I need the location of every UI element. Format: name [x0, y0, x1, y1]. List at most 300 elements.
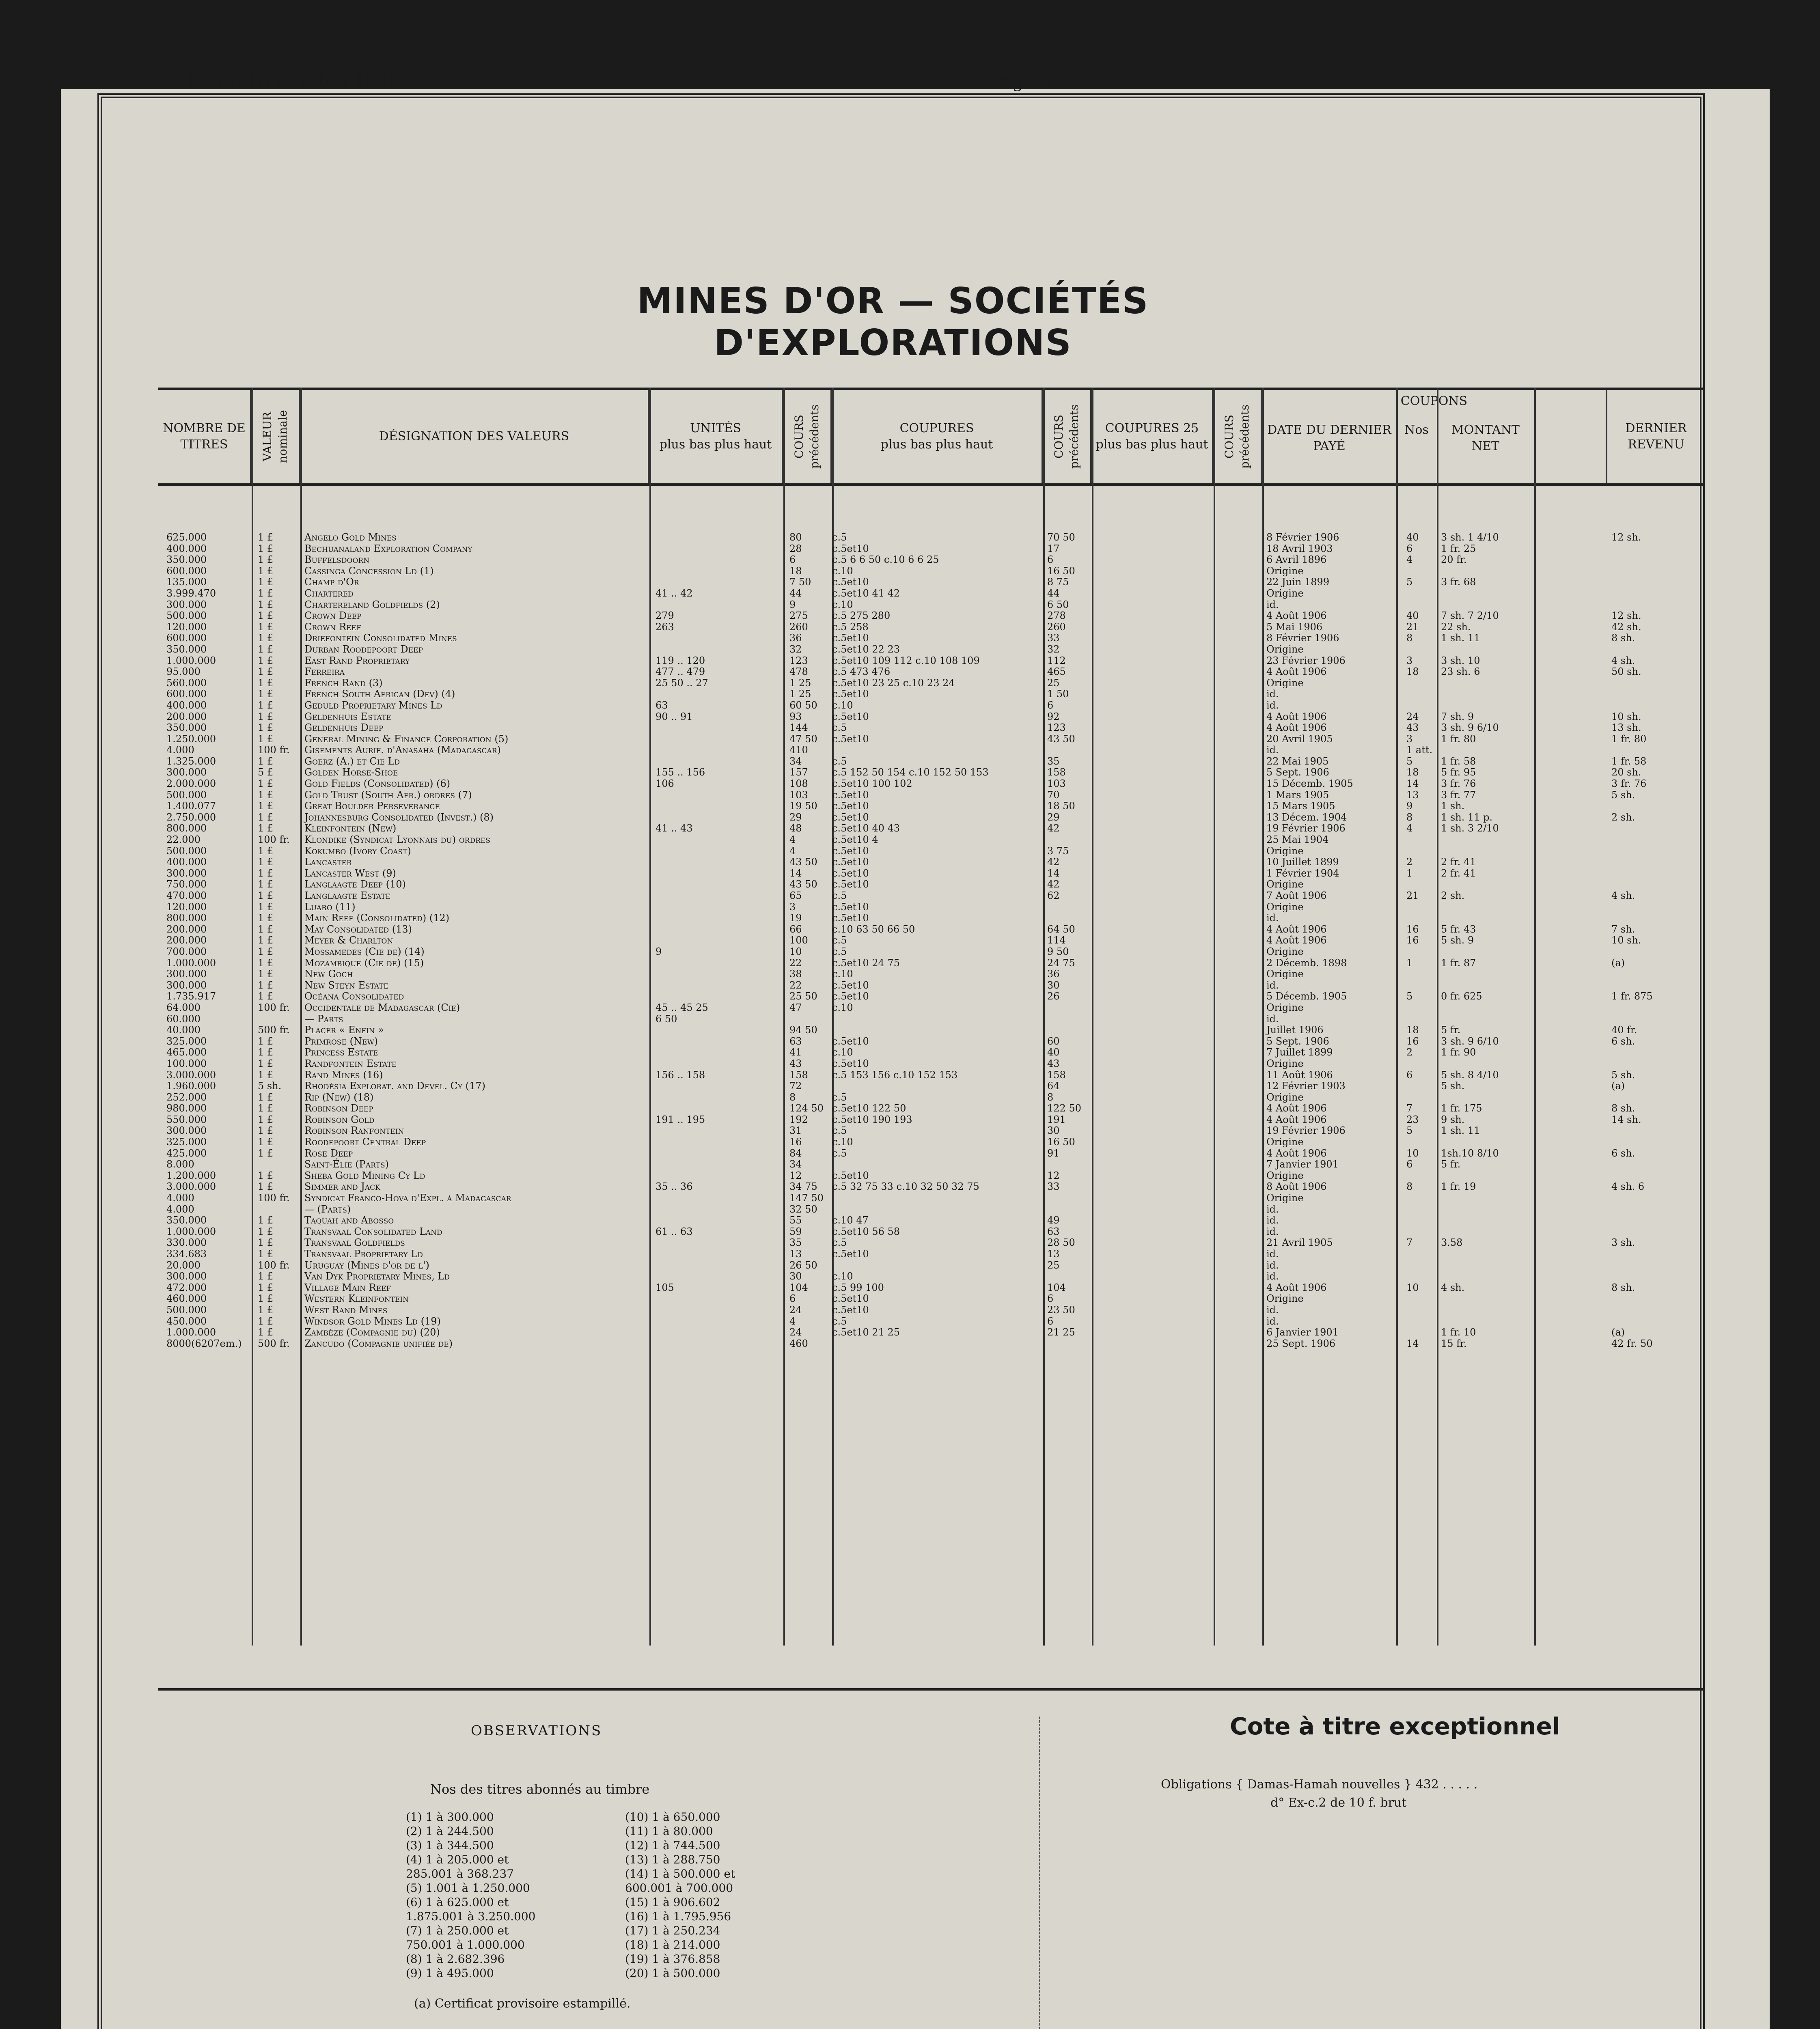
revenu-cell: 40 fr.: [1611, 1024, 1637, 1036]
coupures-cell: c.5et10: [832, 811, 869, 823]
date-cell: id.: [1266, 699, 1279, 711]
num-cell: 4: [1406, 554, 1413, 566]
coupures-cell: c.5et10: [832, 1248, 869, 1260]
coupures-cell: c.5et10 41 42: [832, 587, 900, 599]
cours-2-cell: 28 50: [1047, 1237, 1075, 1249]
cours-cell: 158: [789, 1069, 808, 1081]
num-cell: 18: [1406, 767, 1419, 778]
cours-2-cell: 36: [1047, 968, 1060, 980]
coupures-cell: c.5et10: [832, 688, 869, 700]
valeur-cell: 1 £: [258, 879, 274, 890]
nombre-cell: 3.000.000: [166, 1181, 216, 1193]
table-row: [158, 856, 1705, 868]
designation-cell: Goerz (A.) et Cie Ld: [304, 755, 400, 767]
revenu-cell: 13 sh.: [1611, 722, 1641, 734]
valeur-cell: 100 fr.: [258, 1002, 290, 1013]
cours-2-cell: 25: [1047, 677, 1060, 689]
montant-cell: 1 sh. 11: [1441, 632, 1480, 644]
revenu-cell: (a): [1611, 1080, 1625, 1092]
cours-cell: 18: [789, 565, 802, 577]
designation-cell: Luabo (11): [304, 901, 356, 913]
nombre-cell: 2.000.000: [166, 778, 216, 790]
table-row: [158, 688, 1705, 700]
cours-cell: 124 50: [789, 1103, 824, 1114]
date-cell: id.: [1266, 599, 1279, 610]
coupures-cell: c.10: [832, 1047, 853, 1058]
num-cell: 5: [1406, 755, 1413, 767]
table-row: [158, 588, 1705, 599]
date-cell: 25 Sept. 1906: [1266, 1338, 1336, 1349]
designation-cell: Transvaal Goldfields: [304, 1237, 405, 1249]
cours-2-cell: 6 50: [1047, 599, 1069, 610]
cours-cell: 30: [789, 1271, 802, 1282]
col-cours-3-label: COURS précédents: [1223, 404, 1251, 469]
valeur-cell: 1 £: [258, 711, 274, 722]
valeur-cell: 1 £: [258, 610, 274, 622]
date-cell: Origine: [1266, 879, 1304, 890]
valeur-cell: 1 £: [258, 1271, 274, 1282]
cours-2-cell: 1 50: [1047, 688, 1069, 700]
date-cell: 5 Sept. 1906: [1266, 1035, 1329, 1047]
valeur-cell: 1 £: [258, 923, 274, 935]
nombre-cell: 450.000: [166, 1315, 207, 1327]
cours-cell: 36: [789, 632, 802, 644]
cours-2-cell: 260: [1047, 621, 1066, 633]
valeur-cell: 1 £: [258, 1091, 274, 1103]
revenu-cell: 3 sh.: [1611, 1237, 1635, 1249]
nombre-cell: 625.000: [166, 532, 207, 543]
col-cours-3: [1214, 390, 1262, 483]
table-row: [158, 1024, 1705, 1036]
montant-cell: 3 sh. 1 4/10: [1441, 532, 1499, 543]
cours-cell: 100: [789, 935, 808, 946]
num-cell: 3: [1406, 655, 1413, 666]
designation-cell: Western Kleinfontein: [304, 1293, 409, 1305]
nombre-cell: 4.000: [166, 1192, 194, 1204]
col-coupures-label: COUPURES: [899, 421, 974, 435]
valeur-cell: 1 £: [258, 1181, 274, 1193]
valeur-cell: 1 £: [258, 1125, 274, 1137]
designation-cell: Meyer & Charlton: [304, 935, 393, 946]
nombre-cell: 300.000: [166, 968, 207, 980]
designation-cell: New Steyn Estate: [304, 979, 389, 991]
revenu-cell: 7 sh.: [1611, 923, 1635, 935]
cours-cell: 4: [789, 834, 796, 846]
cours-2-cell: 6: [1047, 1315, 1054, 1327]
date-cell: 19 Février 1906: [1266, 1125, 1346, 1137]
num-cell: 6: [1406, 1069, 1413, 1081]
designation-cell: Roodepoort Central Deep: [304, 1136, 426, 1148]
table-row: [158, 789, 1705, 801]
table-row: [158, 644, 1705, 655]
num-cell: 21: [1406, 890, 1419, 901]
date-cell: Origine: [1266, 677, 1304, 689]
nombre-cell: 500.000: [166, 789, 207, 801]
table-row: [158, 901, 1705, 913]
designation-cell: Princess Estate: [304, 1047, 378, 1058]
unites-cell: 9: [656, 946, 662, 957]
valeur-cell: 1 £: [258, 957, 274, 969]
cours-cell: 147 50: [789, 1192, 824, 1204]
designation-cell: Uruguay (Mines d'or de l'): [304, 1259, 429, 1271]
valeur-cell: 1 £: [258, 1103, 274, 1114]
col-designation: DÉSIGNATION DES VALEURS: [300, 390, 649, 483]
cote-title: Cote à titre exceptionnel: [1230, 1712, 1560, 1740]
valeur-cell: 1 £: [258, 688, 274, 700]
montant-cell: 20 fr.: [1441, 554, 1467, 566]
date-cell: 22 Juin 1899: [1266, 576, 1330, 588]
table-body: [158, 532, 1705, 1349]
nombre-cell: 600.000: [166, 565, 207, 577]
table-row: [158, 935, 1705, 946]
cours-cell: 41: [789, 1047, 802, 1058]
table-row: [158, 655, 1705, 666]
designation-cell: Syndicat Franco-Hova d'Expl. à Madagascar: [304, 1192, 511, 1204]
nombre-cell: 8.000: [166, 1159, 194, 1170]
montant-cell: 5 fr. 43: [1441, 923, 1476, 935]
cours-cell: 59: [789, 1226, 802, 1237]
nombre-cell: 425.000: [166, 1147, 207, 1159]
valeur-cell: 100 fr.: [258, 834, 290, 846]
table-row: [158, 1136, 1705, 1148]
valeur-cell: 1 £: [258, 1293, 274, 1305]
table-row: [158, 1226, 1705, 1237]
col-dernier: DERNIER REVENU: [1625, 421, 1687, 452]
nombre-cell: 500.000: [166, 1304, 207, 1316]
coupures-cell: c.5et10: [832, 789, 869, 801]
designation-cell: Robinson Gold: [304, 1114, 375, 1125]
nombre-cell: 980.000: [166, 1103, 207, 1114]
table-row: [158, 666, 1705, 677]
coupures-cell: c.5et10 100 102: [832, 778, 912, 790]
coupures-cell: c.5et10: [832, 1035, 869, 1047]
num-cell: 24: [1406, 711, 1419, 722]
nombre-cell: 350.000: [166, 554, 207, 566]
revenu-cell: 1 fr. 875: [1611, 991, 1653, 1002]
table-row: [158, 565, 1705, 577]
designation-cell: Cassinga Concession Ld (1): [304, 565, 434, 577]
revenu-cell: 10 sh.: [1611, 935, 1641, 946]
table-row: [158, 1248, 1705, 1260]
num-cell: 1: [1406, 867, 1413, 879]
nombre-cell: 460.000: [166, 1293, 207, 1305]
coupures-cell: c.5 99 100: [832, 1282, 884, 1293]
montant-cell: 15 fr.: [1441, 1338, 1467, 1349]
montant-cell: 1 sh. 3 2/10: [1441, 823, 1499, 834]
valeur-cell: 1 £: [258, 979, 274, 991]
montant-cell: 5 fr.: [1441, 1024, 1461, 1036]
designation-cell: Mozambique (Cie de) (15): [304, 957, 424, 969]
valeur-cell: 1 £: [258, 532, 274, 543]
table-row: [158, 1103, 1705, 1114]
designation-cell: Village Main Reef: [304, 1282, 391, 1293]
cours-cell: 25 50: [789, 991, 817, 1002]
date-cell: id.: [1266, 1271, 1279, 1282]
nombre-cell: 600.000: [166, 632, 207, 644]
designation-cell: Rhodésia Explorat. and Devel. Cy (17): [304, 1080, 485, 1092]
valeur-cell: 1 £: [258, 1248, 274, 1260]
date-cell: 7 Juillet 1899: [1266, 1047, 1333, 1058]
cours-cell: 3: [789, 901, 796, 913]
num-cell: 10: [1406, 1282, 1419, 1293]
montant-cell: 3 sh. 9 6/10: [1441, 722, 1499, 734]
montant-cell: 1 sh. 11: [1441, 1125, 1480, 1137]
cours-cell: 123: [789, 655, 808, 666]
nombre-cell: 300.000: [166, 979, 207, 991]
designation-cell: Taquah and Abosso: [304, 1215, 394, 1226]
coupons-subcols: [1262, 422, 1606, 455]
coupures-cell: c.5 6 6 50 c.10 6 6 25: [832, 554, 939, 566]
montant-cell: 3 fr. 77: [1441, 789, 1476, 801]
date-cell: Origine: [1266, 901, 1304, 913]
valeur-cell: 1 £: [258, 1069, 274, 1081]
table-row: [158, 1013, 1705, 1025]
valeur-cell: 100 fr.: [258, 1192, 290, 1204]
revenu-cell: 6 sh.: [1611, 1035, 1635, 1047]
num-cell: 7: [1406, 1237, 1413, 1249]
revenu-cell: 8 sh.: [1611, 632, 1635, 644]
date-cell: 8 Février 1906: [1266, 632, 1339, 644]
table-header: [158, 388, 1705, 486]
nombre-cell: 325.000: [166, 1035, 207, 1047]
valeur-cell: 1 £: [258, 1237, 274, 1249]
designation-cell: Main Reef (Consolidated) (12): [304, 912, 450, 924]
designation-cell: Crown Reef: [304, 621, 361, 633]
date-cell: id.: [1266, 1259, 1279, 1271]
date-cell: id.: [1266, 688, 1279, 700]
date-cell: Origine: [1266, 1293, 1304, 1305]
date-cell: id.: [1266, 1203, 1279, 1215]
table-row: [158, 1080, 1705, 1092]
designation-cell: General Mining & Finance Corporation (5): [304, 733, 509, 745]
date-cell: 1 Mars 1905: [1266, 789, 1329, 801]
cours-cell: 44: [789, 587, 802, 599]
cours-2-cell: 49: [1047, 1215, 1060, 1226]
revenu-cell: 3 fr. 76: [1611, 778, 1647, 790]
valeur-cell: 1 £: [258, 576, 274, 588]
cours-cell: 16: [789, 1136, 802, 1148]
num-cell: 5: [1406, 576, 1413, 588]
coupures-cell: c.10: [832, 1002, 853, 1013]
montant-cell: 1 fr. 80: [1441, 733, 1476, 745]
date-cell: Origine: [1266, 643, 1304, 655]
coupures-cell: c.5et10: [832, 912, 869, 924]
nombre-cell: 64.000: [166, 1002, 201, 1013]
cours-cell: 65: [789, 890, 802, 901]
date-cell: 4 Août 1906: [1266, 935, 1327, 946]
date-cell: 1 Février 1904: [1266, 867, 1339, 879]
coupures-cell: c.10: [832, 599, 853, 610]
designation-cell: Windsor Gold Mines Ld (19): [304, 1315, 441, 1327]
num-cell: 1: [1406, 957, 1413, 969]
cours-2-cell: 465: [1047, 666, 1066, 678]
nombre-cell: 500.000: [166, 845, 207, 857]
unites-cell: 191 .. 195: [656, 1114, 705, 1125]
valeur-cell: 500 fr.: [258, 1024, 290, 1036]
nombre-cell: 400.000: [166, 856, 207, 868]
valeur-cell: 1 £: [258, 722, 274, 734]
designation-cell: New Goch: [304, 968, 353, 980]
montant-cell: 1 fr. 10: [1441, 1327, 1476, 1338]
valeur-cell: 1 £: [258, 1315, 274, 1327]
montant-cell: 0 fr. 625: [1441, 991, 1482, 1002]
date-cell: id.: [1266, 1013, 1279, 1025]
coupures-cell: c.5et10: [832, 1170, 869, 1181]
date-cell: 20 Avril 1905: [1266, 733, 1333, 745]
cours-2-cell: 112: [1047, 655, 1066, 666]
coupures-cell: c.5: [832, 532, 847, 543]
cours-cell: 22: [789, 979, 802, 991]
cours-2-cell: 30: [1047, 1125, 1060, 1137]
cours-2-cell: 43: [1047, 1058, 1060, 1069]
cours-cell: 410: [789, 744, 808, 756]
nombre-cell: 1.000.000: [166, 1226, 216, 1237]
coupures-cell: c.5 275 280: [832, 610, 891, 622]
designation-cell: Champ d'Or: [304, 576, 359, 588]
table-row: [158, 778, 1705, 789]
valeur-cell: 1 £: [258, 1170, 274, 1181]
nombre-cell: 400.000: [166, 699, 207, 711]
cours-cell: 66: [789, 923, 802, 935]
observations-title: OBSERVATIONS: [471, 1723, 602, 1739]
cours-cell: 157: [789, 767, 808, 778]
num-cell: 5: [1406, 991, 1413, 1002]
revenu-cell: 12 sh.: [1611, 610, 1641, 622]
table-row: [158, 1304, 1705, 1316]
coupures-cell: c.5: [832, 1147, 847, 1159]
valeur-cell: 5 sh.: [258, 1080, 282, 1092]
col-cours-label: COURS précédents: [792, 404, 821, 469]
nombre-cell: 200.000: [166, 935, 207, 946]
num-cell: 6: [1406, 543, 1413, 554]
nombre-cell: 300.000: [166, 599, 207, 610]
valeur-cell: 1 £: [258, 1215, 274, 1226]
cours-cell: 7 50: [789, 576, 811, 588]
designation-cell: Simmer and Jack: [304, 1181, 380, 1193]
valeur-cell: 1 £: [258, 890, 274, 901]
nombre-cell: 750.000: [166, 879, 207, 890]
table-row: [158, 1092, 1705, 1103]
designation-cell: — Parts: [304, 1013, 343, 1025]
nombre-cell: 300.000: [166, 1271, 207, 1282]
valeur-cell: 1 £: [258, 666, 274, 678]
valeur-cell: 1 £: [258, 1058, 274, 1069]
col-coupures: [832, 390, 1043, 483]
cours-cell: 47 50: [789, 733, 817, 745]
cours-2-cell: 8 75: [1047, 576, 1069, 588]
nombre-cell: 95.000: [166, 666, 201, 678]
date-cell: 4 Août 1906: [1266, 711, 1327, 722]
designation-cell: Great Boulder Perseverance: [304, 800, 440, 812]
montant-cell: 1sh.10 8/10: [1441, 1147, 1499, 1159]
cours-2-cell: 30: [1047, 979, 1060, 991]
montant-cell: 3.58: [1441, 1237, 1463, 1249]
valeur-cell: 1 £: [258, 1304, 274, 1316]
montant-cell: 2 fr. 41: [1441, 867, 1476, 879]
unites-cell: 63: [656, 699, 668, 711]
date-cell: 15 Mars 1905: [1266, 800, 1335, 812]
num-cell: 14: [1406, 1338, 1419, 1349]
nombre-cell: 200.000: [166, 923, 207, 935]
revenu-cell: 8 sh.: [1611, 1103, 1635, 1114]
cours-cell: 60 50: [789, 699, 817, 711]
designation-cell: Primrose (New): [304, 1035, 378, 1047]
date-cell: Origine: [1266, 1136, 1304, 1148]
nombre-cell: 1.400.077: [166, 800, 216, 812]
designation-cell: Gold Fields (Consolidated) (6): [304, 778, 451, 790]
num-cell: 1 att.: [1406, 744, 1433, 756]
num-cell: 14: [1406, 778, 1419, 790]
valeur-cell: 1 £: [258, 599, 274, 610]
date-cell: 7 Août 1906: [1266, 890, 1327, 901]
cours-cell: 43: [789, 1058, 802, 1069]
cours-cell: 34 75: [789, 1181, 817, 1193]
cours-cell: 43 50: [789, 856, 817, 868]
observations-left: (1) 1 à 300.000 (2) 1 à 244.500 (3) 1 à 344.500 (4) 1 à 205.000 et 285.001 à 368.237 (5) 1.001 à 1.250.000 (6) 1 à 625.000 et 1.875.001 à 3.250.000 (7) 1 à 250.000 et 750.001 à 1.000.000 (8) 1 à 2.682.396 (9) 1 à 495.000: [406, 1810, 536, 1980]
cours-2-cell: 63: [1047, 1226, 1060, 1237]
revenu-cell: 10 sh.: [1611, 711, 1641, 722]
coupures-cell: c.5: [832, 1091, 847, 1103]
unites-cell: 90 .. 91: [656, 711, 693, 722]
col-nombre: NOMBRE DE TITRES: [158, 390, 252, 483]
designation-cell: French South African (Dev) (4): [304, 688, 455, 700]
table-row: [158, 1204, 1705, 1215]
cours-2-cell: 70: [1047, 789, 1060, 801]
nombre-cell: 325.000: [166, 1136, 207, 1148]
cours-2-cell: 9 50: [1047, 946, 1069, 957]
designation-cell: Geldenhuis Estate: [304, 711, 391, 722]
nombre-cell: 1.000.000: [166, 655, 216, 666]
valeur-cell: 1 £: [258, 543, 274, 554]
valeur-cell: 1 £: [258, 733, 274, 745]
coupures-cell: c.5et10 23 25 c.10 23 24: [832, 677, 955, 689]
revenu-cell: 6 sh.: [1611, 1147, 1635, 1159]
cours-2-cell: 6: [1047, 699, 1054, 711]
designation-cell: Lancaster: [304, 856, 352, 868]
nombre-cell: 472.000: [166, 1282, 207, 1293]
unites-cell: 279: [656, 610, 674, 622]
coupures-cell: c.5et10 40 43: [832, 823, 900, 834]
cours-cell: 1 25: [789, 688, 811, 700]
cours-2-cell: 33: [1047, 1181, 1060, 1193]
montant-cell: 2 fr. 41: [1441, 856, 1476, 868]
montant-cell: 2 sh.: [1441, 890, 1465, 901]
designation-cell: Océana Consolidated: [304, 991, 404, 1002]
valeur-cell: 1 £: [258, 823, 274, 834]
num-cell: 13: [1406, 789, 1419, 801]
designation-cell: Zambèze (Compagnie du) (20): [304, 1327, 440, 1338]
cours-2-cell: 8: [1047, 1091, 1054, 1103]
coupures-cell: c.10: [832, 968, 853, 980]
montant-cell: 1 fr. 25: [1441, 543, 1476, 554]
date-cell: Origine: [1266, 565, 1304, 577]
coupures-cell: c.5: [832, 946, 847, 957]
nombre-cell: 40.000: [166, 1024, 201, 1036]
montant-cell: 22 sh.: [1441, 621, 1471, 633]
montant-cell: 7 sh. 9: [1441, 711, 1474, 722]
cours-cell: 28: [789, 543, 802, 554]
coupures-cell: c.5 32 75 33 c.10 32 50 32 75: [832, 1181, 979, 1193]
cours-cell: 84: [789, 1147, 802, 1159]
nombre-cell: 600.000: [166, 688, 207, 700]
cours-2-cell: 42: [1047, 879, 1060, 890]
nombre-cell: 550.000: [166, 1114, 207, 1125]
table-row: [158, 1316, 1705, 1327]
designation-cell: Mossamedes (Cie de) (14): [304, 946, 425, 957]
cours-2-cell: 35: [1047, 755, 1060, 767]
cours-cell: 6: [789, 1293, 796, 1305]
coupures-cell: c.5et10: [832, 632, 869, 644]
